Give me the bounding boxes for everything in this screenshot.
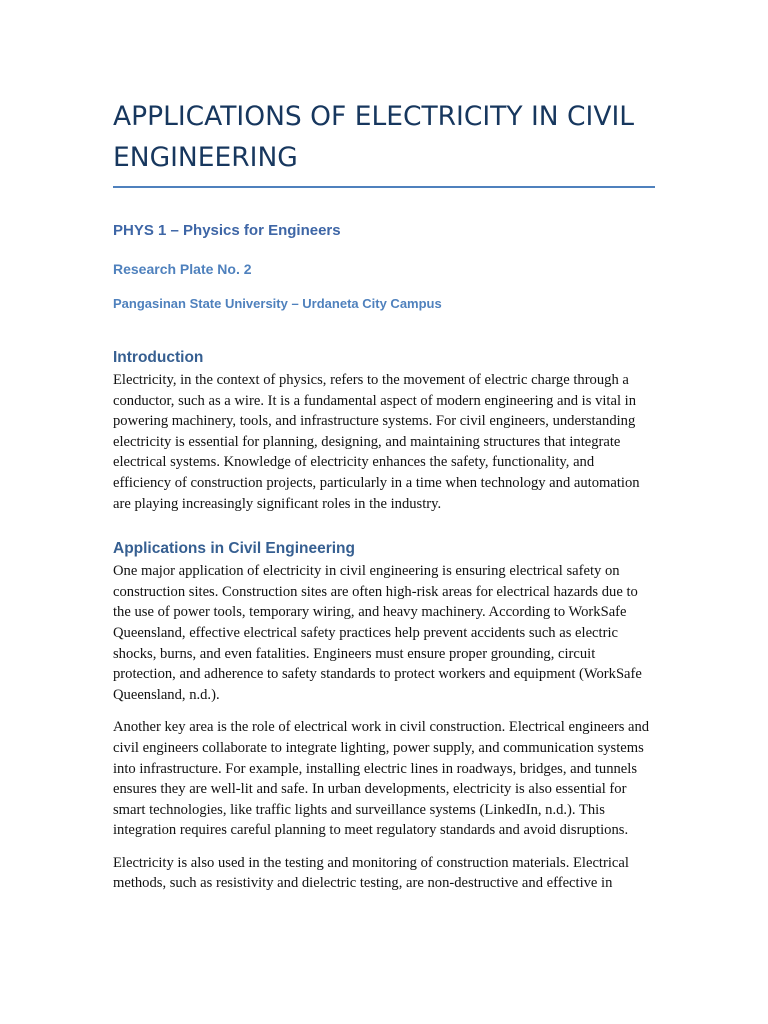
paragraph-material-testing: Electricity is also used in the testing and monitoring of construction materials. Electrical methods, such as resistivity and dielectric testing, are non-destructive and effective in [113, 854, 629, 892]
course-name: PHYS 1 – Physics for Engineers [113, 222, 341, 239]
paragraph-electrical-safety: One major application of electricity in civil engineering is ensuring electrical safety on construction sites. Construction sites are often high-risk areas for electrical hazards due to the use of power tools, temporary wiring, and heavy machinery. According to WorkSafe Queensland, effective electrical safety practices help prevent accidents such as electric shocks, burns, and even fatalities. Engineers must ensure proper grounding, circuit protection, and adherence to safety standards to protect workers and equipment (WorkSafe Queensland, n.d.). [113, 563, 642, 703]
section-heading-applications: Applications in Civil Engineering [113, 540, 355, 558]
title-underline [113, 186, 655, 188]
campus-name: Pangasinan State University – Urdaneta City Campus [113, 296, 442, 311]
paragraph-electrical-work: Another key area is the role of electrical work in civil construction. Electrical engineers and civil engineers collaborate to integrate lighting, power supply, and communication systems into infrastructure. For example, installing electric lines in roadways, bridges, and tunnels ensures they are well-lit and safe. In urban developments, electricity is also essential for smart technologies, like traffic lights and surveillance systems (LinkedIn, n.d.). This integration requires careful planning to meet regulatory standards and avoid disruptions. [113, 719, 650, 839]
section-heading-introduction: Introduction [113, 349, 204, 366]
document-body [113, 96, 655, 894]
paragraph-introduction: Electricity, in the context of physics, refers to the movement of electric charge through a conductor, such as a wire. It is a fundamental aspect of modern engineering and is vital in powering machinery, tools, and infrastructure systems. For civil engineers, understanding electricity is essential for planning, designing, and maintaining structures that integrate electrical systems. Knowledge of electricity enhances the safety, functionality, and efficiency of construction projects, particularly in a time when technology and automation are playing increasingly significant roles in the industry. [113, 372, 640, 512]
document-title: APPLICATIONS OF ELECTRICITY IN CIVIL ENGINEERING [113, 101, 635, 173]
plate-number: Research Plate No. 2 [113, 261, 252, 277]
